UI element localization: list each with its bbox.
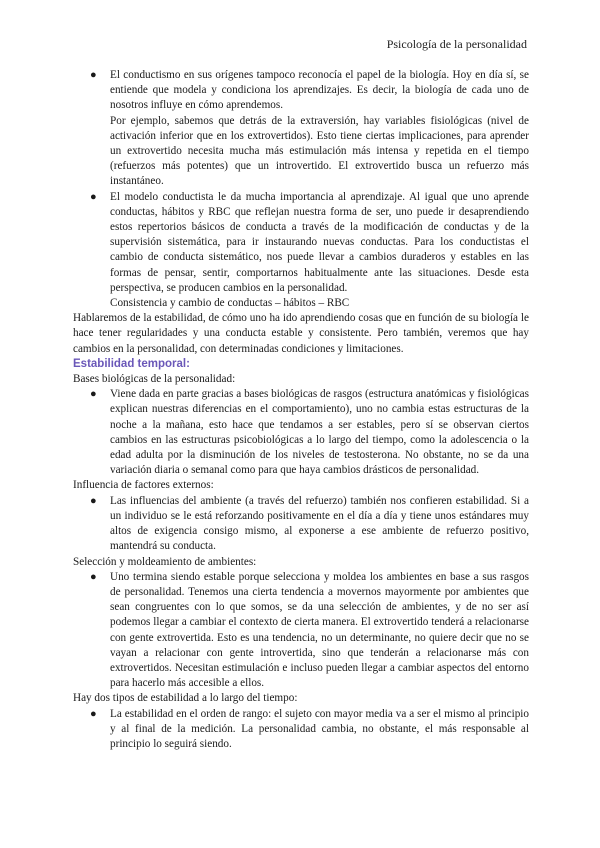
bullet-icon: ●: [90, 190, 97, 203]
label-environment-selection: Selección y moldeamiento de ambientes:: [73, 555, 257, 568]
label-external-factors: Influencia de factores externos:: [73, 479, 214, 492]
bullet-icon: ●: [90, 707, 97, 720]
bullet-list-biological: [73, 387, 529, 478]
label-biological-bases: Bases biológicas de la personalidad:: [73, 373, 236, 386]
document-body: [73, 68, 529, 752]
list-item: [73, 707, 529, 753]
list-item-text: La estabilidad en el orden de rango: el sujeto con mayor media va a ser el mismo al principio y al final de la medición. La personalidad cambia, no obstante, el más responsable al principio lo seguirá siendo.: [110, 707, 529, 750]
bullet-list-types: [73, 707, 529, 753]
bullet-icon: ●: [90, 494, 97, 507]
section-heading-stability: Estabilidad temporal:: [73, 357, 190, 370]
list-item-text: El modelo conductista le da mucha importancia al aprendizaje. Al igual que uno aprende conductas, hábitos y RBC que reflejan nuestra forma de ser, uno puede ir desaprendiendo estos repertorios básicos de conducta a través de la modificación de conductas y de la supervisión sistemática, para ir instaurando nuevas conductas. Para los conductistas el cambio de conducta sistemático, nos puede llevar a cambios duraderos y estables en las formas de pensar, sentir, comportarnos habitualmente ante las situaciones. Desde esta perspectiva, se producen cambios en la personalidad.: [110, 190, 529, 294]
bullet-list-selection: [73, 570, 529, 692]
bullet-icon: ●: [90, 69, 97, 81]
bullet-icon: ●: [90, 388, 97, 401]
list-item-text: Las influencias del ambiente (a través del refuerzo) también nos confieren estabilidad. Si a un individuo se le está reforzando positivamente en el día a día y tiene unos estándares muy altos de exigencia consigo mismo, al exponerse a ese ambiente de refuerzo positivo, mantendrá su conducta.: [110, 494, 529, 553]
bullet-list-conductism: [73, 68, 529, 311]
list-item: [73, 68, 529, 190]
page-header: Psicología de la personalidad: [386, 37, 527, 51]
paragraph-stability-intro: Hablaremos de la estabilidad, de cómo uno ha ido aprendiendo cosas que en función de su biología le hace tener regularidades y una conducta estable y consistente. Pero también, veremos que hay cambios en la personalidad, con determinadas condiciones y limitaciones.: [73, 312, 529, 355]
list-item-extra: Por ejemplo, sabemos que detrás de la extraversión, hay variables fisiológicas (nivel de activación inferior que en los extrovertidos). Esto tiene ciertas implicaciones, para aprender un extrovertido necesita mucha más estimulación más intensa y repetida en el tiempo (refuerzos más potentes) que un introvertido. El extrovertido busca un refuerzo más instantáneo.: [110, 114, 529, 188]
label-stability-types: Hay dos tipos de estabilidad a lo largo del tiempo:: [73, 692, 298, 705]
list-item-text: Uno termina siendo estable porque selecciona y moldea los ambientes en base a sus rasgos de personalidad. Tenemos una cierta tendencia a movernos mayormente por ambientes que sean congruentes con lo que somos, se da una selección de ambientes, y de no ser así podemos llegar a cambiar el contexto de cierta manera. El extrovertido tenderá a relacionarse con gente extrovertida. Esto es una tendencia, no un determinante, no quiere decir que no se vayan a relacionar con gente introvertida, sino que tenderán a relacionarse más con extrovertidos. Necesitan estimulación e incluso pueden llegar a cambiar aspectos del entorno para hacerlo más accesible a ellos.: [110, 570, 529, 690]
bullet-list-external: [73, 494, 529, 555]
list-item-extra: Consistencia y cambio de conductas – hábitos – RBC: [110, 297, 350, 310]
list-item: [73, 387, 529, 478]
list-item: [73, 190, 529, 312]
list-item: [73, 570, 529, 692]
list-item-text: Viene dada en parte gracias a bases biológicas de rasgos (estructura anatómicas y fisiológicas explican nuestras diferencias en el comportamiento), uno no cambia estas estructuras de la noche a la mañana, esto hace que tendamos a ser estables, pero sí se observan ciertos cambios en las estructuras psicobiológicas a lo largo del tiempo, como la adolescencia o la edad adulta por la disminución de los niveles de testosterona. No obstante, no se da una variación diaria o semanal como para que haya cambios drásticos de personalidad.: [110, 388, 529, 477]
bullet-icon: ●: [90, 570, 97, 583]
list-item: [73, 494, 529, 555]
list-item-text: El conductismo en sus orígenes tampoco reconocía el papel de la biología. Hoy en día sí, se entiende que modela y condiciona los aprendizajes. Es decir, la biología de cada uno de nosotros influye en cómo aprendemos.: [110, 69, 529, 112]
